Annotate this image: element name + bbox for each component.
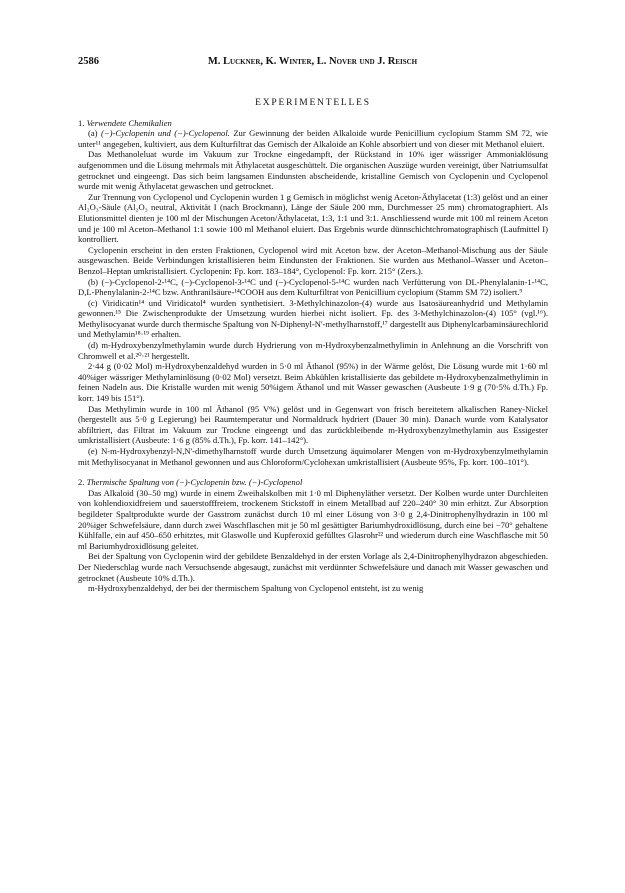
paragraph: Das Methanoleluat wurde im Vakuum zur Trockne eingedampft, der Rückstand in 10% iger wässriger Ammoniaklösung aufgenommen und die Lösung mehrmals mit Äthylacetat ausgeschüttelt. Die organischen Auszüge wurden vereinigt, über Natriumsulfat getrocknet und eingeengt. Das sich beim langsamen Eindunsten abscheidende, kristalline Gemisch von Cyclopenin und Cyclopenol wurde mit wenig Äthylacetat gewaschen und getrocknet.	[78, 149, 548, 192]
paragraph: m-Hydroxybenzaldehyd, der bei der thermischem Spaltung von Cyclopenol entsteht, ist zu wenig	[88, 583, 424, 594]
body-text	[78, 98, 548, 594]
paragraph-d: (d) m-Hydroxybenzylmethylamin wurde durch Hydrierung von m-Hydroxybenzalmethylimin in Anlehnung an die Vorschrift von Chromwell et al.²⁰·²¹ hergestellt.	[78, 340, 548, 361]
running-authors: M. Luckner, K. Winter, L. Nover und J. Reisch	[207, 56, 418, 67]
paragraph: Zur Trennung von Cyclopenol und Cyclopenin wurden 1 g Gemisch in möglichst wenig Aceton-Äthylacetat (1:3) gelöst und an einer Al₂O₃-Säule (Al₂O₃ neutral, Aktivität I (nach Brockmann), Länge der Säule 200 mm, Durchmesser 25 mm) chromatographiert. Als Elutionsmittel dienten je 100 ml der Mischungen Aceton/Äthylacetat, 1:3, 1:1 und 3:1. Anschliessend wurde mit 100 ml reinem Aceton und je 100 ml Aceton–Methanol 1:1 sowie 100 ml Methanol eluiert. Das Ergebnis wurde dünnschichtchromatographisch (Laufmittel I) kontrolliert.	[78, 191, 548, 245]
paragraph: Das Alkaloid (30–50 mg) wurde in einem Zweihalskolben mit 1·0 ml Diphenyläther versetzt. Der Kolben wurde unter Durchleiten von kohlendioxidfreiem und sauerstofffreiem, trockenem Stickstoff in einem Metallbad auf 220–240° 30 min erhitzt. Zur Absorption begildeter Spaltprodukte wurde der Gasstrom zunächst durch 10 ml einer Lösung von 3·0 g 2,4-Dinitrophenylhydrazin in 100 ml 20%iger Schwefelsäure, dann durch zwei Waschflaschen mit je 50 ml gesättigter Bariumhydroxidlösung, durch eine bei −70° gehaltene Kühlfalle, ein auf 450–650 erhitztes, mit Glaswolle und Kupferoxid gefülltes Glasrohr²² und wiederum durch eine Waschflasche mit 50 ml Bariumhydroxidlösung geleitet.	[78, 487, 548, 551]
paragraph-a-intro	[78, 128, 548, 149]
paragraph: Das Methylimin wurde in 100 ml Äthanol (95 V%) gelöst und in Gegenwart von frisch bereitetem alkalischen Raney-Nickel (hergestellt aus 5·0 g Legierung) bei Raumtemperatur und Normaldruck hydriert (Dauer 30 min). Danach wurde vom Katalysator abfiltriert, das Filtrat im Vakuum zur Trockne eingeengt und das zurückbleibende m-Hydroxybenzylmethylamin aus Essigester umkristallisiert (Ausbeute: 1·6 g (85% d.Th.), Fp. korr. 141–142°).	[78, 403, 548, 446]
subsection-number: 1.	[78, 117, 85, 128]
running-header	[78, 56, 547, 72]
paragraph-b: (b) (−)-Cyclopenol-2-¹⁴C, (−)-Cyclopenol-3-¹⁴C und (−)-Cyclopenol-5-¹⁴C wurden nach Verfütterung von DL-Phenylalanin-1-¹⁴C, D,L-Phenylalanin-2-¹⁴C bzw. Anthranilsäure-¹⁴COOH aus dem Kulturfiltrat von Penicillium cyclopium (Stamm SM 72) isoliert.⁹	[78, 276, 548, 298]
subsection-title: Verwendete Chemikalien	[86, 117, 172, 128]
paragraph-e: (e) N-m-Hydroxybenzyl-N,N'-dimethylharnstoff wurde durch Umsetzung äquimolarer Mengen von m-Hydroxybenzylmethylamin mit Methylisocyanat in Methanol gewonnen und aus Chloroform/Cyclohexan umkristallisiert (Ausbeute 95%, Fp. korr. 100–101°).	[78, 446, 548, 467]
paragraph: Bei der Spaltung von Cyclopenin wird der gebildete Benzaldehyd in der ersten Vorlage als 2,4-Dinitrophenylhydrazon abgeschieden. Der Niederschlag wurde nach Versuchsende abgesaugt, zunächst mit verdünnter Schwefelsäure und danach mit Wasser gewaschen und getrocknet (Ausbeute 10% d.Th.).	[78, 551, 548, 583]
subsection-heading-2	[78, 477, 548, 488]
subsection-title: Thermische Spaltung von (−)-Cyclopenin bzw. (−)-Cyclopenol	[86, 477, 303, 488]
paragraph: Cyclopenin erscheint in den ersten Fraktionen, Cyclopenol wird mit Aceton bzw. der Aceton–Methanol-Mischung aus der Säule ausgewaschen. Beide Verbindungen kristallisieren beim Eindunsten der Fraktionen. Sie wurden aus Methanol–Wasser und Aceton–Benzol–Heptan umkristallisiert. Cyclopenin: Fp. korr. 183–184°, Cyclopenol: Fp. korr. 215° (Zers.).	[78, 244, 548, 276]
section-title: EXPERIMENTELLES	[255, 98, 371, 108]
paragraph-text: Zur Gewinnung der beiden Alkaloide wurde Penicillium cyclopium Stamm SM 72, wie unter¹¹ angegeben, kultiviert, aus dem Kulturfiltrat das Gemisch der Alkaloide an Kohle absorbiert und von dieser mit Methanol eluiert.	[78, 128, 548, 149]
paragraph-c: (c) Viridicatin¹⁴ und Viridicatol⁴ wurden synthetisiert. 3-Methylchinazolon-(4) wurde aus Isatosäureanhydrid und Methylamin gewonnen.¹⁵ Die Zwischenprodukte der Umsetzung wurden hierbei nicht isoliert. Fp. des 3-Methylchinazolon-(4) 105° (vgl.¹⁶). Methylisocyanat wurde durch thermische Spaltung von N-Diphenyl-N'-methylharnstoff,¹⁷ dargestellt aus Diphenylcarbaminsäurechlorid und Methylamin¹⁸·¹⁹ erhalten.	[78, 297, 548, 340]
subsection-heading-1	[78, 118, 548, 129]
item-label-a: (a)	[88, 128, 98, 139]
item-title-a: (−)-Cyclopenin und (−)-Cyclopenol.	[100, 128, 230, 139]
page-number: 2586	[78, 56, 99, 67]
section-gap	[78, 467, 548, 477]
subsection-number: 2.	[78, 477, 85, 488]
paragraph: 2·44 g (0·02 Mol) m-Hydroxybenzaldehyd wurden in 5·0 ml Äthanol (95%) in der Wärme gelöst, Die Lösung wurde mit 1·60 ml 40%iger wässriger Methylaminlösung (0·02 Mol) versetzt. Beim Abkühlen kristallisierte das gebildete m-Hydroxybenzalmethylimin in feinen Nadeln aus. Die Kristalle wurden mit wenig 50%igem Äthanol und mit Wasser gewaschen (Ausbeute 1·9 g (70·5% d.Th.) Fp. korr. 149 bis 151°).	[78, 361, 548, 404]
